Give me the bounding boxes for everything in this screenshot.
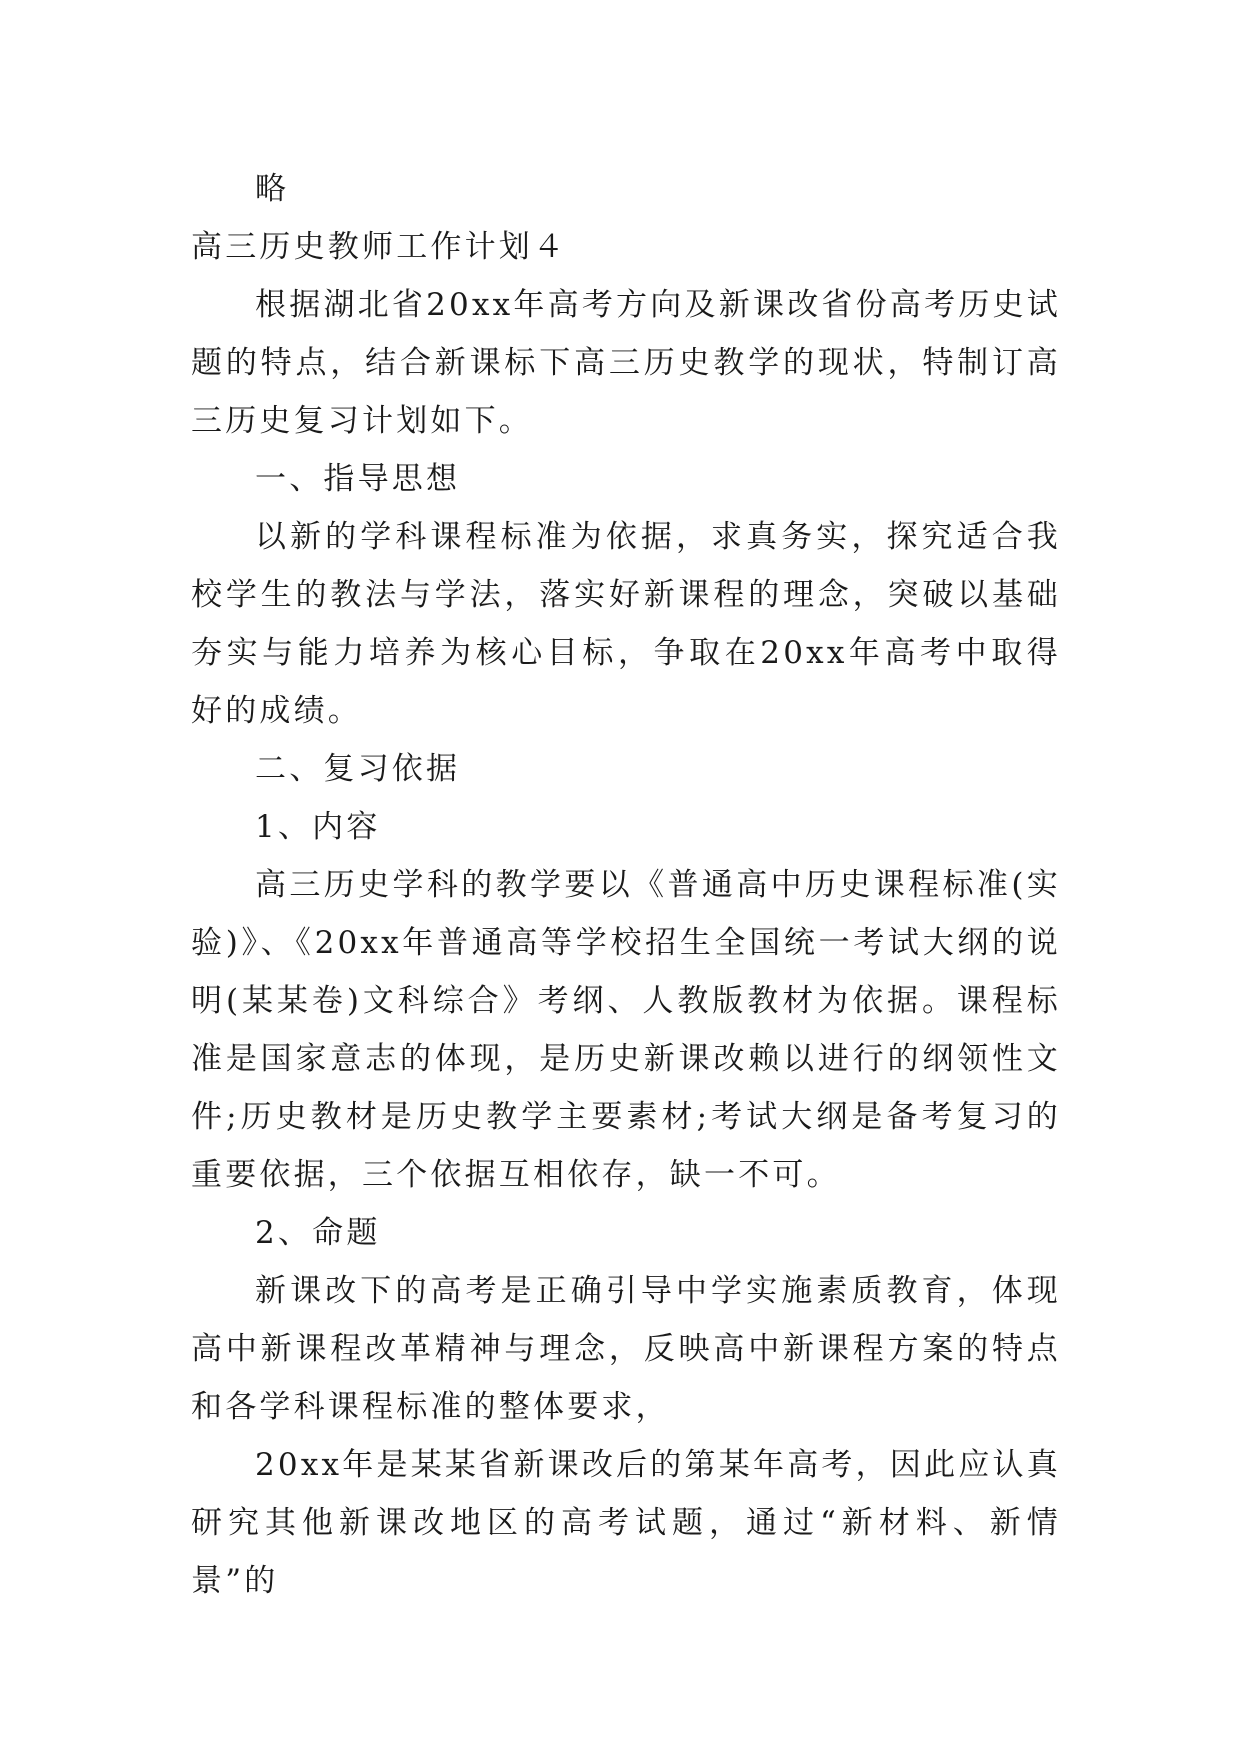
document-body	[191, 160, 1061, 1610]
paragraph-content: 高三历史学科的教学要以《普通高中历史课程标准(实验)》、《20xx年普通高等学校招生全国统一考试大纲的说明(某某卷)文科综合》考纲、人教版教材为依据。课程标准是国家意志的体现，是历史新课改赖以进行的纲领性文件;历史教材是历史教学主要素材;考试大纲是备考复习的重要依据，三个依据互相依存，缺一不可。	[191, 867, 1061, 1193]
section-title: 高三历史教师工作计划４	[191, 229, 568, 265]
paragraph-abbrev: 略	[255, 171, 290, 207]
heading-guiding-ideology: 一、指导思想	[255, 461, 461, 497]
subheading-proposition: 2、命题	[255, 1215, 381, 1251]
paragraph-intro: 根据湖北省20xx年高考方向及新课改省份高考历史试题的特点，结合新课标下高三历史教学的现状，特制订高三历史复习计划如下。	[191, 287, 1061, 439]
paragraph-exam-year: 20xx年是某某省新课改后的第某年高考，因此应认真研究其他新课改地区的高考试题，通过“新材料、新情景”的	[191, 1447, 1061, 1599]
paragraph-guiding-ideology: 以新的学科课程标准为依据，求真务实，探究适合我校学生的教法与学法，落实好新课程的理念，突破以基础夯实与能力培养为核心目标，争取在20xx年高考中取得好的成绩。	[191, 519, 1061, 729]
paragraph-proposition: 新课改下的高考是正确引导中学实施素质教育，体现高中新课程改革精神与理念，反映高中新课程方案的特点和各学科课程标准的整体要求，	[191, 1273, 1061, 1425]
subheading-content: 1、内容	[255, 809, 381, 845]
heading-review-basis: 二、复习依据	[255, 751, 461, 787]
